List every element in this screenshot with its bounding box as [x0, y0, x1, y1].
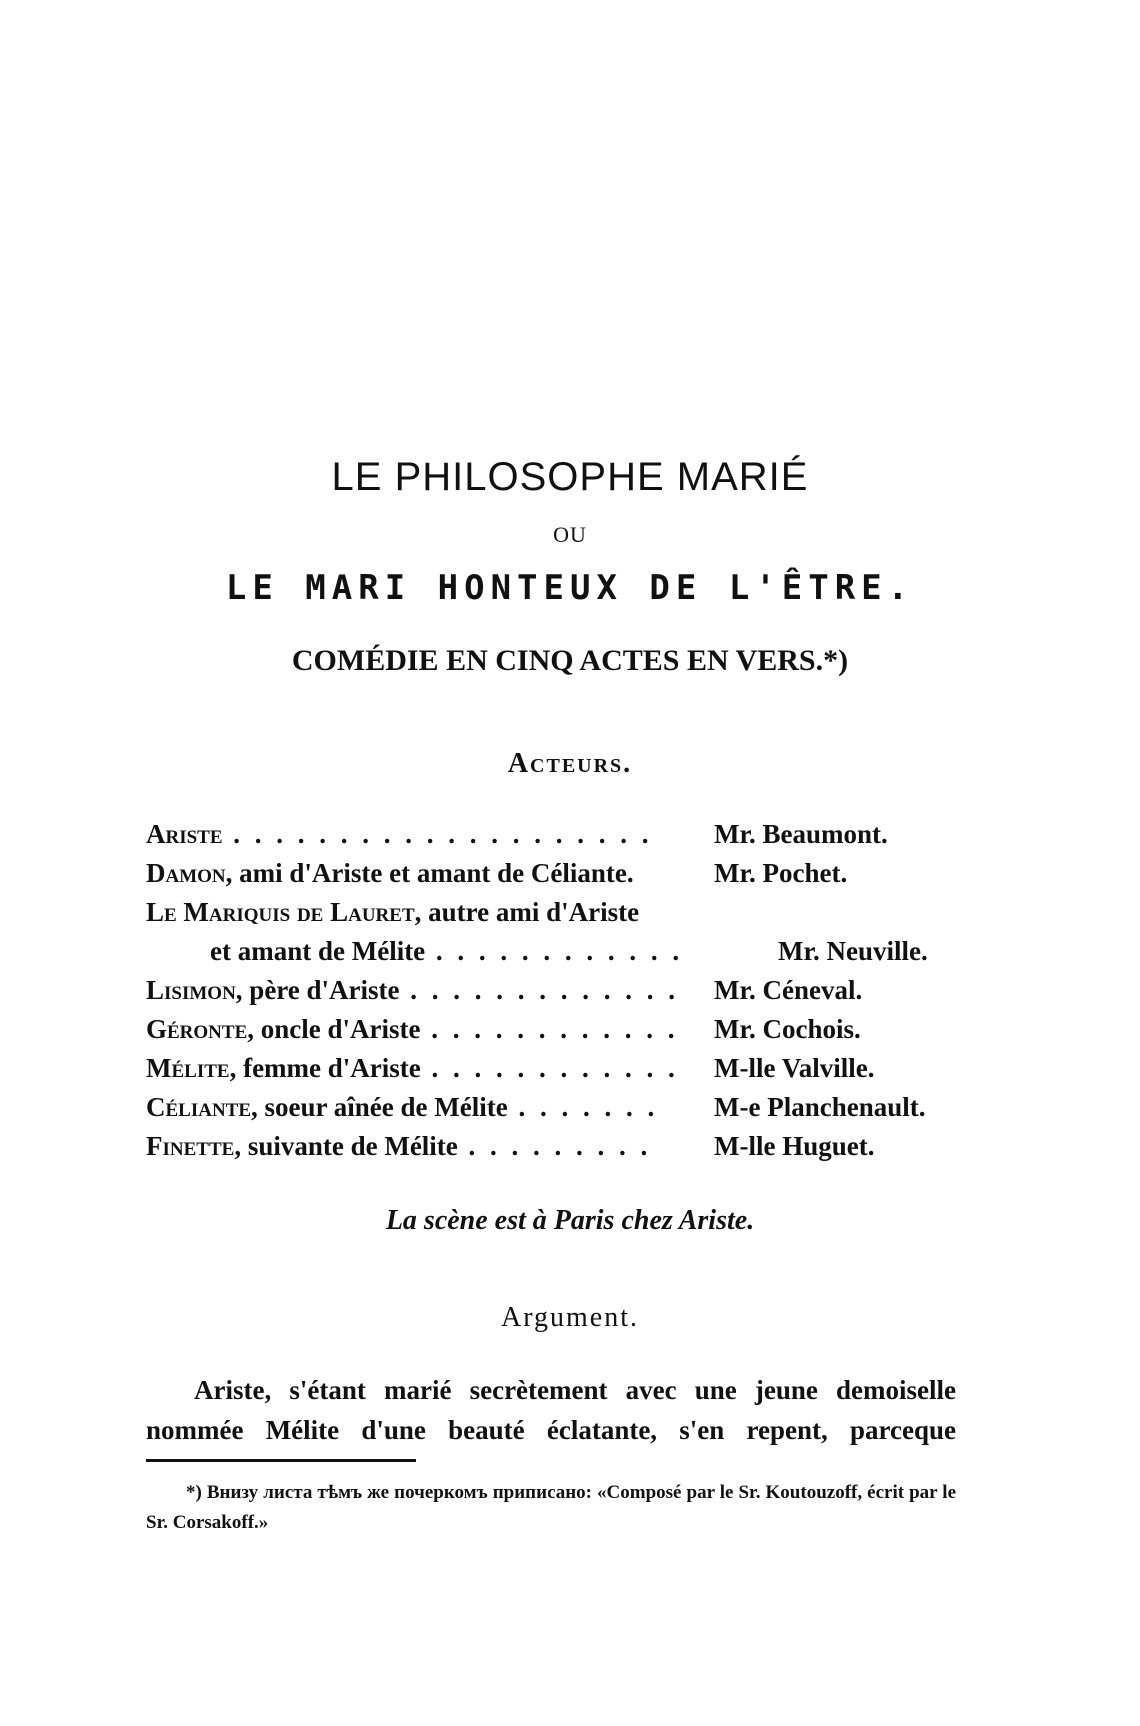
argument-text	[146, 1370, 956, 1450]
cast-row	[146, 1049, 966, 1088]
cast-role	[146, 1127, 684, 1166]
cast-row	[146, 815, 966, 854]
leader-dots: . . . . . . . . . . . .	[420, 1014, 679, 1044]
character-description: , père d'Ariste	[235, 975, 400, 1005]
cast-row	[146, 1127, 966, 1166]
character-description: et amant de Mélite	[210, 936, 426, 966]
cast-role	[146, 1010, 684, 1049]
character-name: Lisimon	[146, 975, 236, 1005]
actor-name: Mr. Cochois.	[714, 1014, 861, 1044]
cast-role	[146, 815, 684, 854]
cast-role	[146, 932, 748, 971]
character-description: , oncle d'Ariste	[247, 1014, 421, 1044]
cast-row	[146, 854, 966, 893]
character-name: Ariste	[146, 819, 223, 849]
play-subtitle: LE MARI HONTEUX DE L'ÊTRE.	[225, 568, 915, 608]
cast-list	[146, 815, 966, 1166]
leader-dots: . . . . . . . . . . . . . . . . . . . .	[222, 819, 653, 849]
argument-heading: Argument.	[500, 1302, 640, 1333]
cast-row	[146, 932, 966, 971]
leader-dots: . . . . . . .	[507, 1092, 659, 1122]
actor-name: Mr. Beaumont.	[714, 819, 888, 849]
character-description: , soeur aînée de Mélite	[251, 1092, 508, 1122]
title-conjunction: OU	[553, 522, 587, 547]
cast-row	[146, 1010, 966, 1049]
footnote-divider	[146, 1459, 416, 1462]
character-name: Mélite	[146, 1053, 230, 1083]
play-genre: COMÉDIE EN CINQ ACTES EN VERS.*)	[291, 644, 849, 677]
cast-role	[146, 893, 684, 932]
argument-line: Ariste, s'étant marié secrètement avec une jeune demoiselle	[194, 1375, 956, 1405]
footnote: *) Внизу листа тѣмъ же почеркомъ приписано: «Composé par le Sr. Koutouzoff, écrit par le Sr. Corsakoff.»	[146, 1482, 956, 1533]
scene-setting: La scène est à Paris chez Ariste.	[385, 1205, 755, 1236]
leader-dots: . . . . . . . . . . . . .	[399, 975, 680, 1005]
play-title: LE PHILOSOPHE MARIÉ	[331, 455, 809, 499]
actor-name: M-lle Valville.	[714, 1053, 875, 1083]
leader-dots: . . . . . . . . . . . .	[425, 936, 684, 966]
actor-name: M-e Planchenault.	[714, 1092, 926, 1122]
cast-role	[146, 854, 684, 893]
cast-heading: Acteurs.	[507, 748, 633, 779]
actor-name: Mr. Neuville.	[778, 936, 928, 966]
argument-line: nommée Mélite d'une beauté éclatante, s'en repent, parceque	[146, 1415, 956, 1445]
actor-name: M-lle Huguet.	[714, 1131, 875, 1161]
character-description: , suivante de Mélite	[234, 1131, 458, 1161]
actor-name: Mr. Céneval.	[714, 975, 863, 1005]
character-name: Damon	[146, 858, 226, 888]
character-description: , autre ami d'Ariste	[414, 897, 640, 927]
actor-name: Mr. Pochet.	[714, 858, 848, 888]
character-description: , ami d'Ariste et amant de Céliante.	[225, 858, 634, 888]
cast-role	[146, 1049, 684, 1088]
character-name: Céliante	[146, 1092, 252, 1122]
character-name: Géronte	[146, 1014, 248, 1044]
leader-dots: . . . . . . . . .	[457, 1131, 652, 1161]
character-name: Finette	[146, 1131, 235, 1161]
cast-row	[146, 971, 966, 1010]
character-name: Le Mariquis de Lauret	[146, 897, 415, 927]
character-description: , femme d'Ariste	[229, 1053, 421, 1083]
cast-role	[146, 1088, 684, 1127]
cast-row	[146, 1088, 966, 1127]
cast-row	[146, 893, 966, 932]
cast-role	[146, 971, 684, 1010]
leader-dots: . . . . . . . . . . . .	[420, 1053, 679, 1083]
